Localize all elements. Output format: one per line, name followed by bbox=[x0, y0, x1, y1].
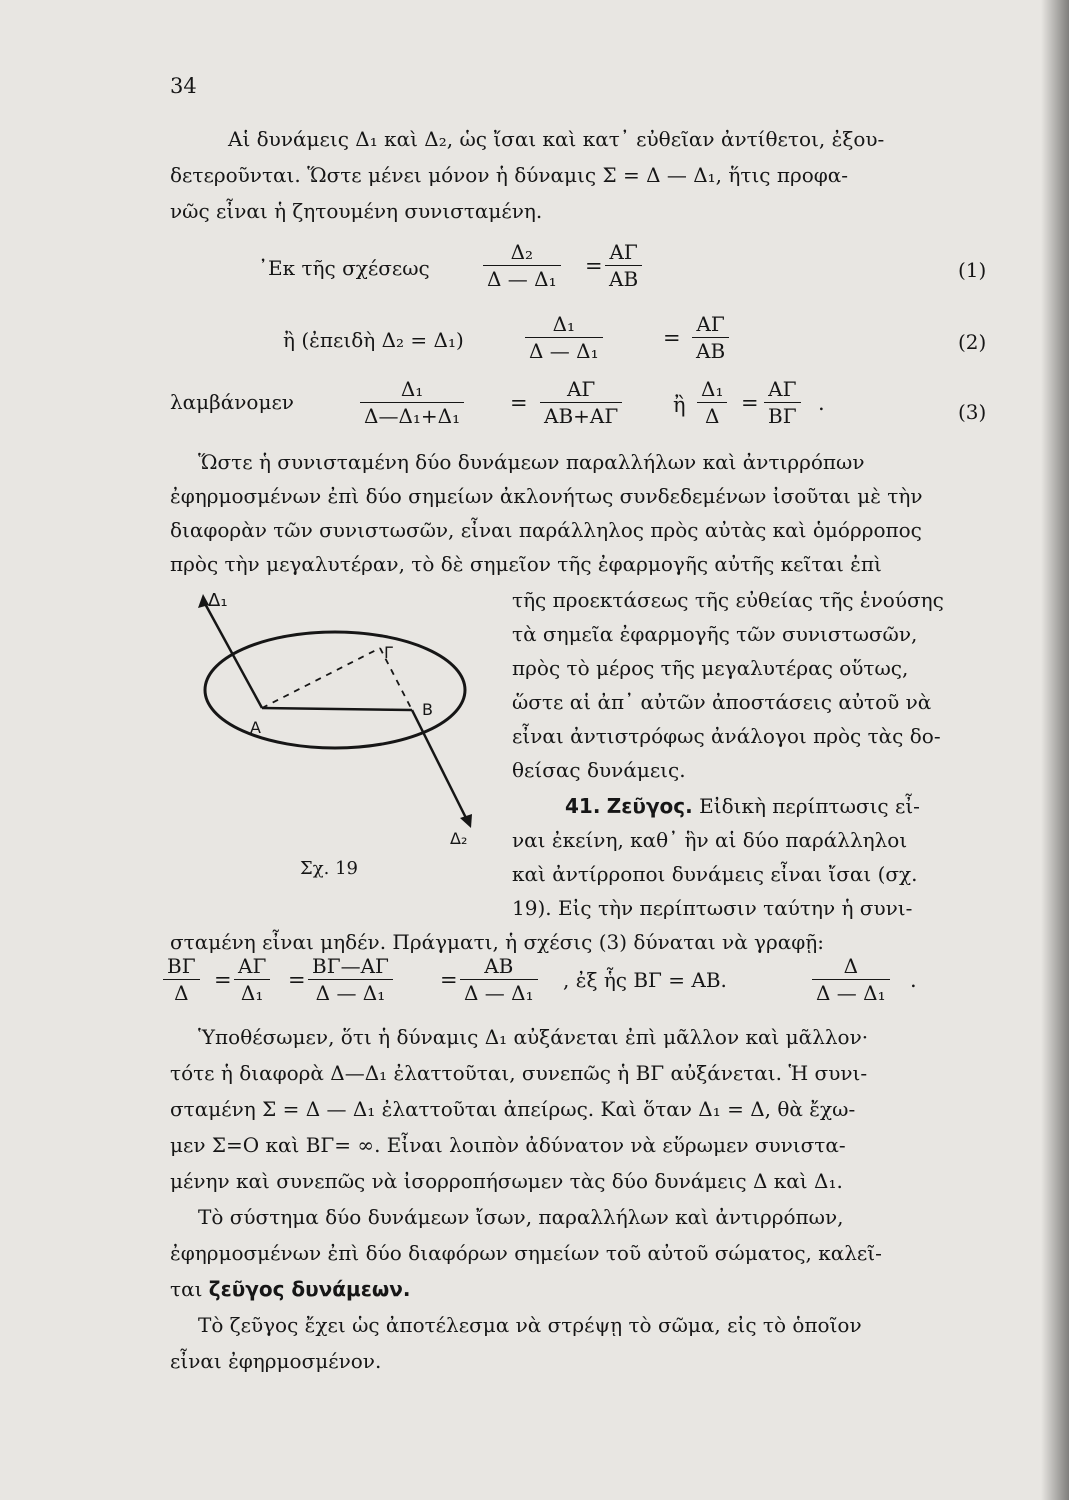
fraction bbox=[163, 954, 200, 1005]
fraction bbox=[483, 240, 561, 291]
section-heading-line bbox=[565, 794, 920, 818]
equals-sign: = bbox=[585, 254, 603, 278]
section-title: Ζεῦγος. bbox=[606, 794, 693, 818]
label-a: Α bbox=[250, 718, 261, 737]
page-number: 34 bbox=[170, 74, 197, 98]
numerator: Δ₂ bbox=[483, 240, 561, 266]
text-line: Ὥστε ἡ συνισταμένη δύο δυνάμεων παραλλήλων καὶ ἀντιρρόπων bbox=[198, 450, 865, 474]
text-line: νῶς εἶναι ἡ ζητουμένη συνισταμένη. bbox=[170, 199, 543, 223]
text-line: Ὑποθέσωμεν, ὅτι ἡ δύναμις Δ₁ αὐξάνεται ἐπὶ μᾶλλον καὶ μᾶλλον· bbox=[198, 1025, 869, 1049]
text-line: πρὸς τὴν μεγαλυτέραν, τὸ δὲ σημεῖον τῆς ἐφαρμογῆς αὐτῆς κεῖται ἐπὶ bbox=[170, 552, 882, 576]
dashed-line-ag bbox=[262, 648, 380, 708]
fraction bbox=[605, 240, 642, 291]
denominator: ΑΒ bbox=[696, 339, 726, 363]
equation-intro: ἢ (ἐπειδὴ Δ₂ = Δ₁) bbox=[283, 328, 464, 352]
page-binding-shadow bbox=[1041, 0, 1069, 1500]
fraction bbox=[460, 954, 538, 1005]
equals-sign: = bbox=[440, 968, 458, 992]
section-text: Εἰδικὴ περίπτωσις εἶ- bbox=[699, 794, 920, 818]
figure-caption: Σχ. 19 bbox=[300, 858, 358, 879]
segment-ab bbox=[262, 708, 412, 710]
equals-sign: = bbox=[741, 391, 759, 415]
fraction bbox=[308, 954, 393, 1005]
text-line: μένην καὶ συνεπῶς νὰ ἰσορροπήσωμεν τὰς δύο δυνάμεις Δ καὶ Δ₁. bbox=[170, 1169, 843, 1193]
text-line: σταμένη Σ = Δ — Δ₁ ἐλαττοῦται ἀπείρως. Καὶ ὅταν Δ₁ = Δ, θὰ ἔχω- bbox=[170, 1097, 856, 1121]
denominator: Δ₁ bbox=[240, 981, 264, 1005]
text-line: δετεροῦνται. Ὥστε μένει μόνον ἡ δύναμις Σ = Δ — Δ₁, ἥτις προφα- bbox=[170, 163, 849, 187]
text-line: εἶναι ἐφηρμοσμένον. bbox=[170, 1349, 382, 1373]
equals-sign: = bbox=[510, 391, 528, 415]
numerator: Δ₁ bbox=[525, 312, 603, 338]
text-line: ἐφηρμοσμένων ἐπὶ δύο σημείων ἀκλονήτως συνδεδεμένων ἰσοῦται μὲ τὴν bbox=[170, 484, 923, 508]
denominator: Δ bbox=[705, 404, 720, 428]
numerator: ΑΓ bbox=[605, 240, 642, 266]
text-line: μεν Σ=Ο καὶ ΒΓ= ∞. Εἶναι λοιπὸν ἀδύνατον νὰ εὕρωμεν συνιστα- bbox=[170, 1133, 846, 1157]
numerator: ΑΓ bbox=[540, 377, 622, 403]
fraction bbox=[692, 312, 729, 363]
text-line bbox=[170, 1277, 410, 1301]
numerator: ΒΓ—ΑΓ bbox=[308, 954, 393, 980]
numerator: Δ₁ bbox=[360, 377, 464, 403]
text-line: Αἱ δυνάμεις Δ₁ καὶ Δ₂, ὡς ἴσαι καὶ κατ᾽ εὐθεῖαν ἀντίθετοι, ἐξου- bbox=[228, 127, 885, 151]
text-line: διαφορὰν τῶν συνιστωσῶν, εἶναι παράλληλος πρὸς αὐτὰς καὶ ὁμόρροπος bbox=[170, 518, 922, 542]
numerator: ΑΓ bbox=[692, 312, 729, 338]
text-line: τότε ἡ διαφορὰ Δ—Δ₁ ἐλαττοῦται, συνεπῶς ἡ ΒΓ αὐξάνεται. Ἡ συνι- bbox=[170, 1061, 868, 1085]
text-line: τῆς προεκτάσεως τῆς εὐθείας τῆς ἑνούσης bbox=[512, 588, 944, 612]
equation-tag: (1) bbox=[958, 258, 987, 282]
denominator: Δ — Δ₁ bbox=[315, 981, 386, 1005]
equation-intro: λαμβάνομεν bbox=[170, 390, 294, 414]
denominator: Δ—Δ₁+Δ₁ bbox=[364, 404, 461, 428]
fraction bbox=[540, 377, 622, 428]
fraction bbox=[812, 954, 890, 1005]
label-d2: Δ₂ bbox=[450, 829, 468, 848]
text-line: σταμένη εἶναι μηδέν. Πράγματι, ἡ σχέσις (3) δύναται νὰ γραφῇ: bbox=[170, 930, 824, 954]
equation-intro: ᾿Εκ τῆς σχέσεως bbox=[258, 256, 430, 280]
fraction bbox=[234, 954, 270, 1005]
text-line: Τὸ σύστημα δύο δυνάμεων ἴσων, παραλλήλων καὶ ἀντιρρόπων, bbox=[198, 1205, 844, 1229]
text-line: θείσας δυνάμεις. bbox=[512, 758, 686, 782]
text-line: 19). Εἰς τὴν περίπτωσιν ταύτην ἡ συνι- bbox=[512, 896, 913, 920]
or-word: ἢ bbox=[673, 393, 686, 417]
label-b: Β bbox=[422, 700, 433, 719]
numerator: Δ bbox=[812, 954, 890, 980]
text-line: Τὸ ζεῦγος ἔχει ὡς ἀποτέλεσμα νὰ στρέψῃ τὸ σῶμα, εἰς τὸ ὁποῖον bbox=[198, 1313, 862, 1337]
period: . bbox=[818, 391, 825, 415]
numerator: ΑΓ bbox=[764, 377, 801, 403]
force-d2-arrowhead bbox=[460, 814, 472, 828]
numerator: ΑΓ bbox=[234, 954, 270, 980]
text-line: πρὸς τὸ μέρος τῆς μεγαλυτέρας οὕτως, bbox=[512, 656, 909, 680]
text-line: ὥστε αἱ ἀπ᾽ αὐτῶν ἀποστάσεις αὐτοῦ νὰ bbox=[512, 690, 932, 714]
numerator: ΑΒ bbox=[460, 954, 538, 980]
equation-tag: (3) bbox=[958, 400, 987, 424]
equation-tag: (2) bbox=[958, 330, 987, 354]
denominator: ΒΓ bbox=[768, 404, 797, 428]
equals-sign: = bbox=[214, 968, 232, 992]
fraction bbox=[525, 312, 603, 363]
denominator: Δ — Δ₁ bbox=[816, 981, 886, 1005]
denominator: ΑΒ bbox=[609, 267, 639, 291]
numerator: Δ₁ bbox=[697, 377, 727, 403]
figure-19 bbox=[180, 580, 490, 850]
fraction bbox=[360, 377, 464, 428]
label-g: Γ bbox=[384, 643, 393, 662]
text-line: ἐφηρμοσμένων ἐπὶ δύο διαφόρων σημείων τοῦ αὐτοῦ σώματος, καλεῖ- bbox=[170, 1241, 882, 1265]
section-number: 41. bbox=[565, 794, 601, 818]
body-outline bbox=[205, 632, 465, 748]
defined-term: ζεῦγος δυνάμεων. bbox=[208, 1277, 411, 1301]
text-fragment: ται bbox=[170, 1277, 203, 1301]
denominator: ΑΒ+ΑΓ bbox=[544, 404, 619, 428]
text-line: ναι ἐκείνη, καθ᾽ ἣν αἱ δύο παράλληλοι bbox=[512, 828, 908, 852]
force-d2-line bbox=[412, 710, 467, 820]
text-line: εἶναι ἀντιστρόφως ἀνάλογοι πρὸς τὰς δο- bbox=[512, 724, 941, 748]
text-line: , ἐξ ἧς ΒΓ = ΑΒ. bbox=[563, 968, 727, 992]
equals-sign: = bbox=[663, 326, 681, 350]
numerator: ΒΓ bbox=[163, 954, 200, 980]
fraction bbox=[764, 377, 801, 428]
denominator: Δ — Δ₁ bbox=[464, 981, 534, 1005]
text-line: καὶ ἀντίρροποι δυνάμεις εἶναι ἴσαι (σχ. bbox=[512, 862, 918, 886]
denominator: Δ — Δ₁ bbox=[487, 267, 557, 291]
denominator: Δ — Δ₁ bbox=[529, 339, 599, 363]
text-line: τὰ σημεῖα ἐφαρμογῆς τῶν συνιστωσῶν, bbox=[512, 622, 918, 646]
force-d1-line bbox=[203, 600, 262, 708]
fraction bbox=[697, 377, 727, 428]
denominator: Δ bbox=[174, 981, 189, 1005]
period: . bbox=[910, 968, 917, 992]
label-d1: Δ₁ bbox=[208, 590, 228, 611]
equals-sign: = bbox=[288, 968, 306, 992]
